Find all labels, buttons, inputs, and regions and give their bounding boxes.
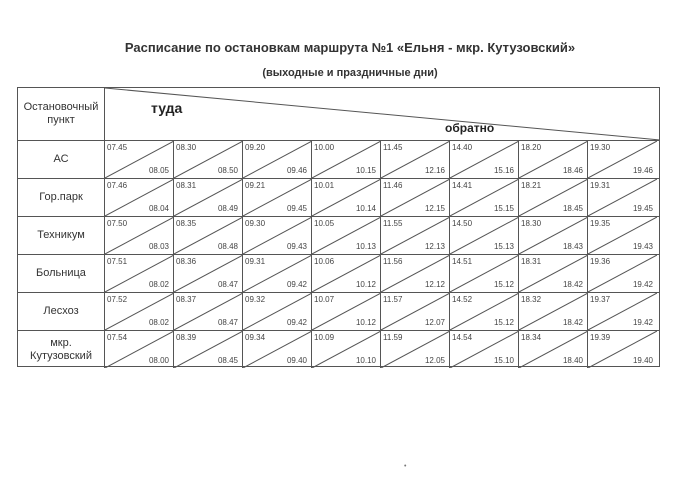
departure-time-back: 15.12 (493, 280, 514, 289)
departure-time-there: 14.52 (452, 295, 473, 304)
scan-mark: • (404, 463, 407, 470)
departure-time-back: 18.46 (562, 166, 583, 175)
departure-time-back: 10.12 (355, 280, 376, 289)
departure-time-there: 09.30 (245, 219, 266, 228)
departure-time-back: 09.42 (286, 280, 307, 289)
departure-time-back: 19.42 (632, 318, 653, 327)
time-cell (243, 141, 312, 178)
header-diagonal-line (105, 88, 660, 140)
table-row (18, 178, 659, 216)
departure-time-back: 15.13 (493, 242, 514, 251)
time-cell (588, 331, 657, 368)
departure-time-there: 11.46 (383, 181, 403, 190)
page-subtitle: (выходные и праздничные дни) (262, 67, 438, 79)
time-cell (174, 255, 243, 292)
table-row (18, 292, 659, 330)
time-cell (588, 141, 657, 178)
departure-time-back: 18.42 (562, 280, 583, 289)
departure-time-back: 09.42 (286, 318, 307, 327)
departure-time-there: 09.34 (245, 333, 266, 342)
departure-time-back: 08.05 (148, 166, 169, 175)
departure-time-there: 14.51 (452, 257, 473, 266)
time-cell (174, 141, 243, 178)
time-cell (519, 179, 588, 216)
departure-time-there: 08.39 (176, 333, 197, 342)
time-cell (519, 255, 588, 292)
departure-time-back: 09.45 (286, 204, 307, 213)
time-cell (381, 255, 450, 292)
departure-time-back: 18.40 (562, 356, 583, 365)
time-cell (243, 293, 312, 330)
departure-time-back: 10.14 (355, 204, 376, 213)
departure-time-back: 09.43 (286, 242, 307, 251)
departure-time-back: 15.12 (493, 318, 514, 327)
departure-time-back: 15.16 (493, 166, 514, 175)
departure-time-there: 10.05 (314, 219, 335, 228)
table-row (18, 140, 659, 178)
departure-time-back: 08.47 (217, 280, 238, 289)
time-cell (588, 255, 657, 292)
departure-time-back: 08.03 (148, 242, 169, 251)
departure-time-back: 08.48 (217, 242, 238, 251)
time-cell (105, 293, 174, 330)
page-title: Расписание по остановкам маршрута №1 «Ельня - мкр. Кутузовский» (124, 40, 576, 55)
departure-time-back: 12.13 (424, 242, 445, 251)
time-cell (174, 179, 243, 216)
departure-time-there: 19.31 (590, 181, 611, 190)
time-cell (588, 293, 657, 330)
time-cell (312, 217, 381, 254)
time-cell (105, 255, 174, 292)
departure-time-back: 08.49 (217, 204, 238, 213)
time-cell (312, 255, 381, 292)
departure-time-back: 18.45 (562, 204, 583, 213)
departure-time-back: 08.04 (148, 204, 169, 213)
departure-time-back: 12.12 (424, 280, 445, 289)
departure-time-there: 08.30 (176, 143, 197, 152)
departure-time-there: 11.56 (383, 257, 403, 266)
departure-time-back: 08.02 (148, 280, 169, 289)
time-cell (174, 293, 243, 330)
departure-time-back: 08.47 (217, 318, 238, 327)
departure-time-there: 19.30 (590, 143, 611, 152)
departure-time-there: 10.06 (314, 257, 335, 266)
departure-time-back: 19.42 (632, 280, 653, 289)
departure-time-back: 15.15 (493, 204, 514, 213)
departure-time-back: 10.12 (355, 318, 376, 327)
departure-time-back: 12.16 (424, 166, 445, 175)
departure-time-there: 14.54 (452, 333, 473, 342)
time-cell (105, 141, 174, 178)
time-cell (381, 331, 450, 368)
schedule-table (17, 87, 660, 367)
departure-time-back: 19.46 (632, 166, 653, 175)
direction-there-label: туда (151, 100, 183, 116)
departure-time-there: 11.45 (383, 143, 403, 152)
stop-name: Техникум (18, 217, 105, 254)
time-cell (312, 179, 381, 216)
departure-time-there: 18.20 (521, 143, 542, 152)
departure-time-back: 09.46 (286, 166, 307, 175)
stop-name: АС (18, 141, 105, 178)
time-cell (381, 141, 450, 178)
time-cell (381, 293, 450, 330)
stop-name: Гор.парк (18, 179, 105, 216)
departure-time-there: 07.45 (107, 143, 128, 152)
time-cell (588, 217, 657, 254)
departure-time-there: 11.57 (383, 295, 403, 304)
time-cell (105, 217, 174, 254)
departure-time-back: 09.40 (286, 356, 307, 365)
departure-time-there: 11.55 (383, 219, 403, 228)
time-cell (312, 331, 381, 368)
departure-time-there: 19.36 (590, 257, 611, 266)
departure-time-back: 19.40 (632, 356, 653, 365)
departure-time-there: 09.20 (245, 143, 266, 152)
departure-time-back: 12.15 (424, 204, 445, 213)
departure-time-back: 12.07 (424, 318, 445, 327)
departure-time-there: 19.37 (590, 295, 611, 304)
time-cell (450, 217, 519, 254)
departure-time-there: 09.31 (245, 257, 266, 266)
time-cell (243, 179, 312, 216)
time-cell (588, 179, 657, 216)
departure-time-there: 08.31 (176, 181, 197, 190)
departure-time-back: 10.15 (355, 166, 376, 175)
departure-time-there: 18.30 (521, 219, 542, 228)
departure-time-there: 07.46 (107, 181, 128, 190)
departure-time-there: 10.00 (314, 143, 335, 152)
departure-time-there: 10.07 (314, 295, 335, 304)
departure-time-back: 18.43 (562, 242, 583, 251)
time-cell (105, 179, 174, 216)
departure-time-there: 18.31 (521, 257, 542, 266)
departure-time-back: 18.42 (562, 318, 583, 327)
time-cell (312, 141, 381, 178)
departure-time-back: 15.10 (493, 356, 514, 365)
departure-time-there: 08.37 (176, 295, 197, 304)
stop-name: мкр. Кутузовский (18, 331, 105, 368)
departure-time-there: 19.35 (590, 219, 611, 228)
departure-time-there: 08.36 (176, 257, 197, 266)
departure-time-there: 14.40 (452, 143, 473, 152)
departure-time-there: 18.32 (521, 295, 542, 304)
departure-time-back: 19.45 (632, 204, 653, 213)
departure-time-there: 07.50 (107, 219, 128, 228)
direction-back-label: обратно (445, 121, 495, 135)
departure-time-there: 10.01 (314, 181, 335, 190)
stop-name: Лесхоз (18, 293, 105, 330)
departure-time-back: 10.10 (355, 356, 376, 365)
time-cell (381, 217, 450, 254)
time-cell (450, 331, 519, 368)
table-row (18, 254, 659, 292)
table-row (18, 216, 659, 254)
time-cell (519, 217, 588, 254)
departure-time-there: 07.54 (107, 333, 128, 342)
departure-time-back: 08.45 (217, 356, 238, 365)
departure-time-there: 10.09 (314, 333, 335, 342)
time-cell (450, 255, 519, 292)
time-cell (243, 255, 312, 292)
departure-time-back: 19.43 (632, 242, 653, 251)
time-cell (450, 293, 519, 330)
stop-name: Больница (18, 255, 105, 292)
departure-time-back: 10.13 (355, 242, 376, 251)
departure-time-there: 18.21 (521, 181, 542, 190)
time-cell (243, 217, 312, 254)
time-cell (519, 293, 588, 330)
departure-time-there: 14.41 (452, 181, 473, 190)
time-cell (381, 179, 450, 216)
departure-time-there: 07.52 (107, 295, 128, 304)
departure-time-there: 18.34 (521, 333, 542, 342)
departure-time-there: 09.21 (245, 181, 266, 190)
departure-time-there: 08.35 (176, 219, 197, 228)
table-row (18, 330, 659, 368)
table-header (18, 88, 661, 140)
departure-time-there: 09.32 (245, 295, 266, 304)
time-cell (519, 331, 588, 368)
departure-time-there: 19.39 (590, 333, 611, 342)
time-cell (174, 331, 243, 368)
time-cell (312, 293, 381, 330)
time-cell (450, 179, 519, 216)
departure-time-there: 14.50 (452, 219, 473, 228)
stop-column-header: Остановочный пункт (18, 88, 105, 140)
time-cell (105, 331, 174, 368)
departure-time-back: 08.02 (148, 318, 169, 327)
departure-time-back: 08.00 (148, 356, 169, 365)
departure-time-there: 11.59 (383, 333, 403, 342)
departure-time-there: 07.51 (107, 257, 128, 266)
time-cell (450, 141, 519, 178)
time-cell (243, 331, 312, 368)
time-cell (174, 217, 243, 254)
departure-time-back: 08.50 (217, 166, 238, 175)
departure-time-back: 12.05 (424, 356, 445, 365)
time-cell (519, 141, 588, 178)
